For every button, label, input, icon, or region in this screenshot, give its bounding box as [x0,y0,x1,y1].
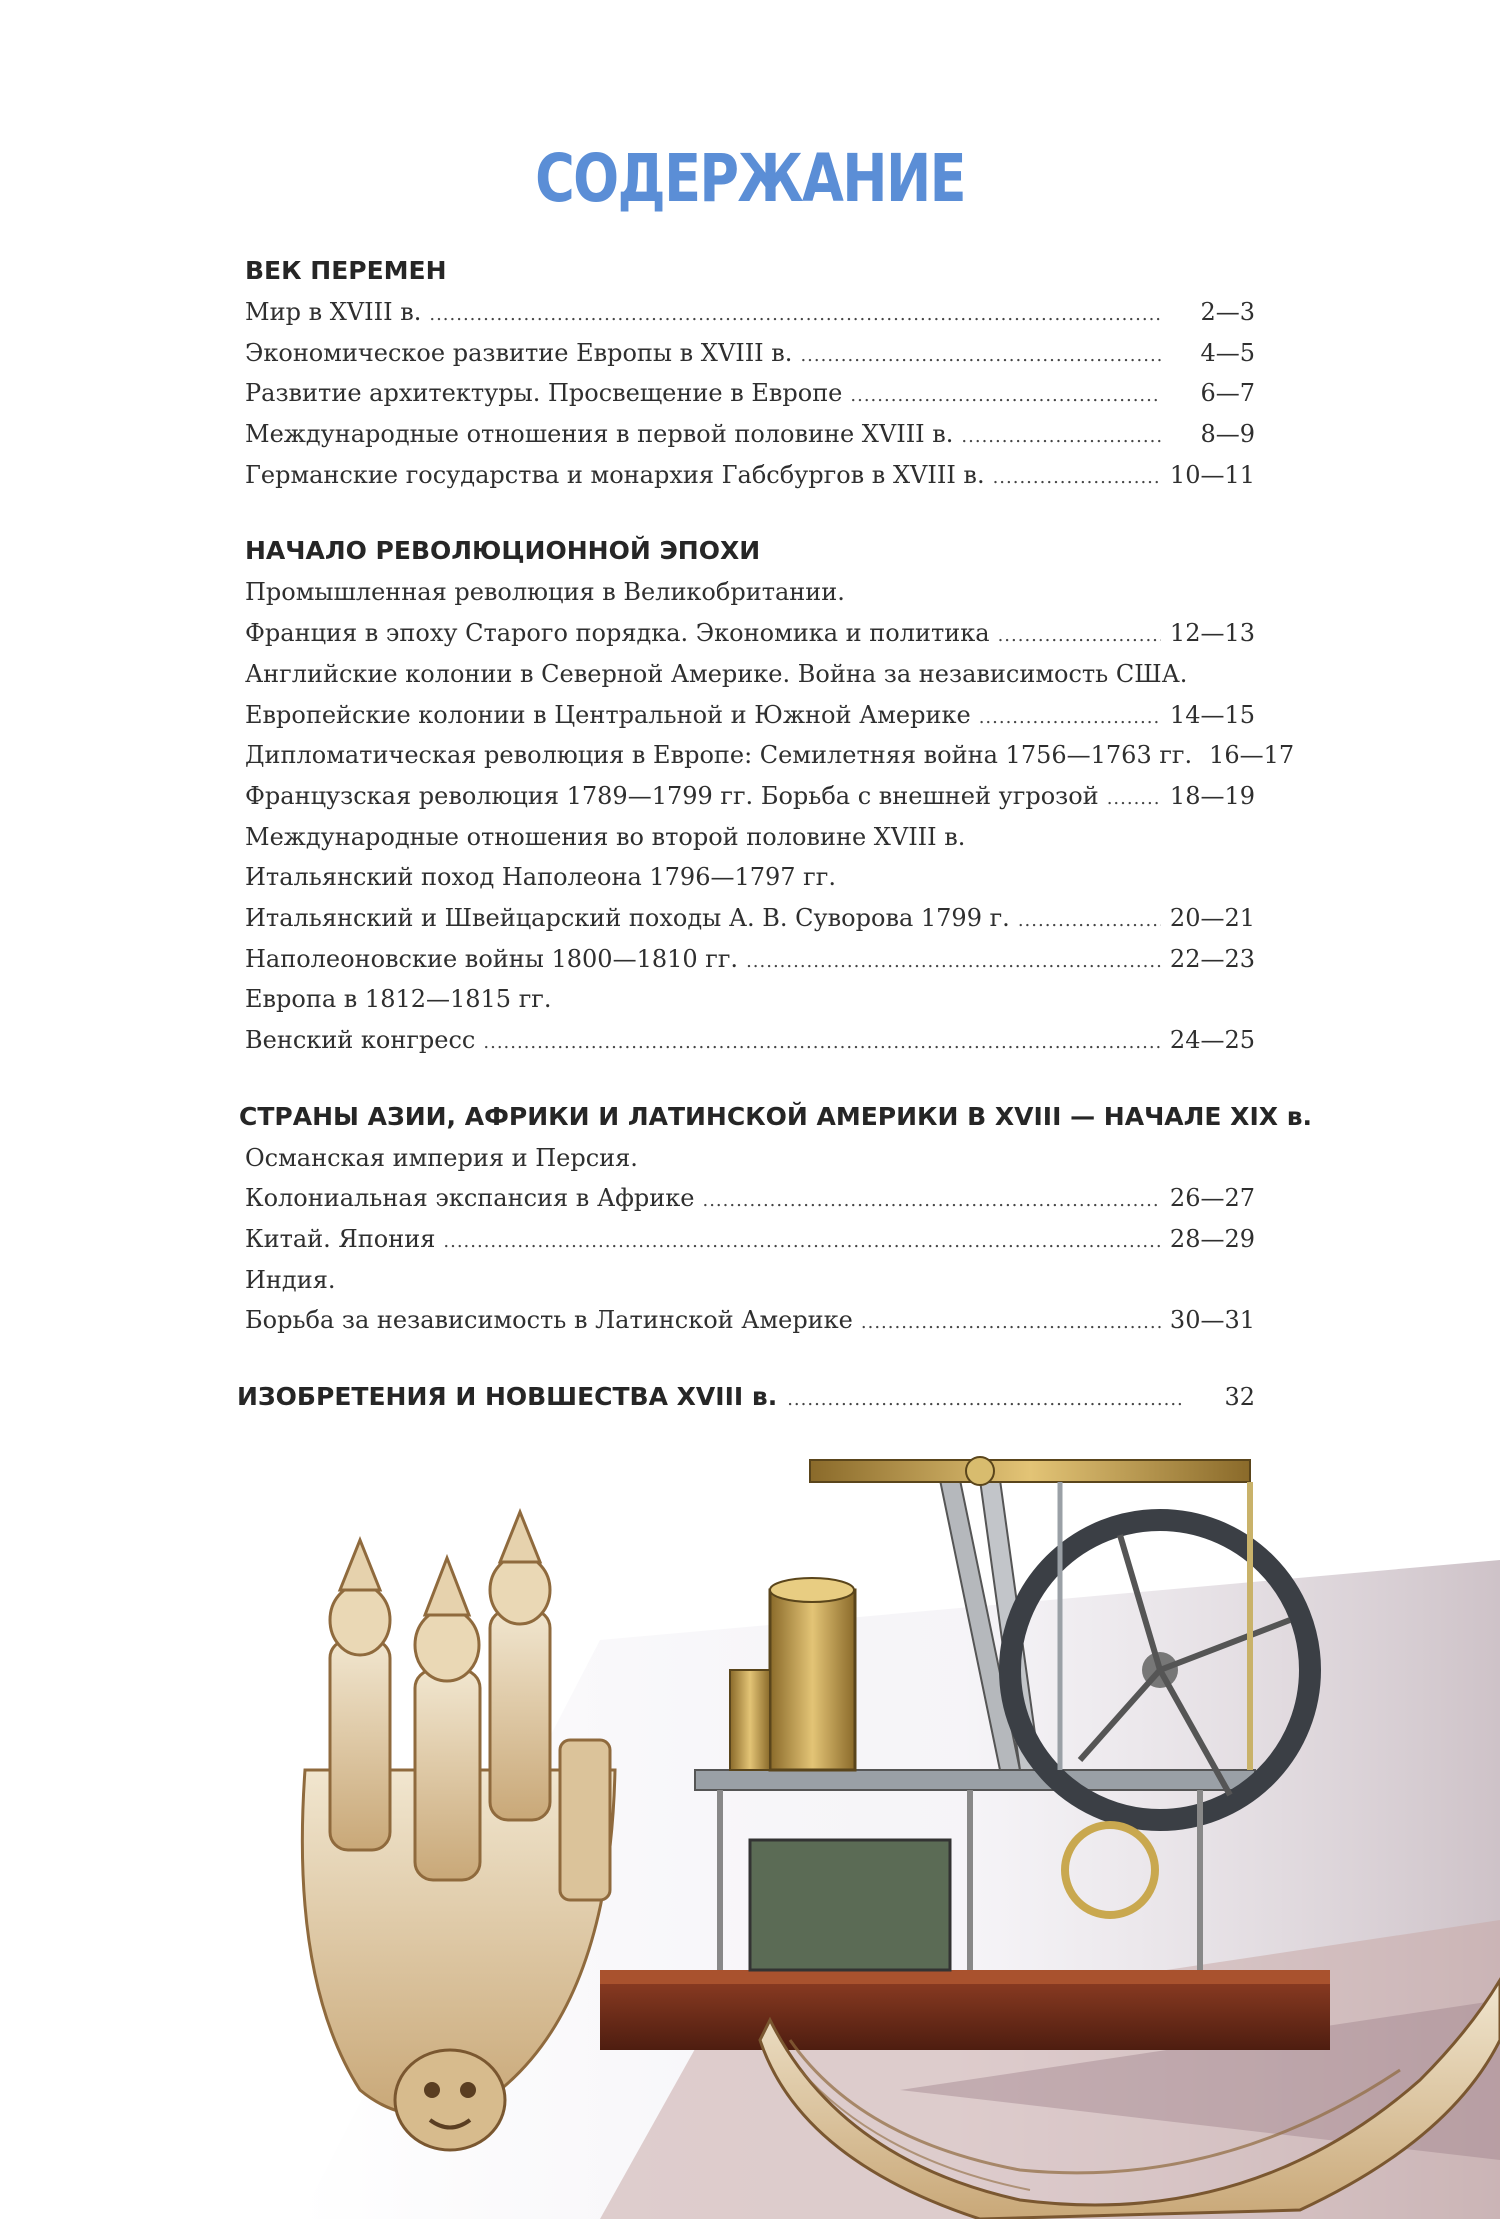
entry-pages: 22—23 [1169,944,1255,973]
entry-pages: 12—13 [1169,619,1255,648]
toc-entry[interactable] [245,1219,1255,1260]
leader-dots [961,417,1161,458]
entry-pages: 8—9 [1200,420,1255,449]
entry-pages: 20—21 [1169,903,1255,932]
leader-dots [998,616,1161,657]
toc-entry[interactable] [245,572,1255,613]
entry-pages: 6—7 [1200,379,1255,408]
entry-title: Французская революция 1789—1799 гг. Борьба с внешней угрозой [245,781,1099,810]
entry-title: Промышленная революция в Великобритании. [245,578,845,607]
entry-title: Итальянский поход Наполеона 1796—1797 гг. [245,863,836,892]
entry-title: Борьба за независимость в Латинской Америке [245,1306,853,1335]
section-heading: ИЗОБРЕТЕНИЯ И НОВШЕСТВА XVIII в. [237,1382,778,1412]
leader-dots [1107,779,1161,820]
toc-entry[interactable] [245,1300,1255,1341]
entry-title: Международные отношения во второй половине XVIII в. [245,822,966,851]
toc-section [239,1096,1313,1341]
entry-title: Дипломатическая революция в Европе: Семилетняя война 1756—1763 гг. [245,741,1193,770]
leader-dots [443,1222,1161,1263]
leader-dots [1018,901,1161,942]
toc-entry[interactable] [245,414,1255,455]
illustration-artifacts [0,1440,1500,2219]
leader-dots [979,698,1161,739]
section-heading: НАЧАЛО РЕВОЛЮЦИОННОЙ ЭПОХИ [245,536,761,566]
section-heading: СТРАНЫ АЗИИ, АФРИКИ И ЛАТИНСКОЙ АМЕРИКИ В XVIII — НАЧАЛЕ XIX в. [239,1101,1313,1131]
section-heading: ВЕК ПЕРЕМЕН [245,256,447,285]
entry-pages: 4—5 [1200,338,1255,367]
leader-dots [746,942,1161,983]
toc-entry[interactable] [245,1138,1255,1179]
table-of-contents [237,250,1313,1418]
entry-title: Германские государства и монархия Габсбургов в XVIII в. [245,460,985,489]
entry-pages: 32 [1224,1383,1255,1412]
leader-dots [861,1303,1161,1344]
entry-pages: 26—27 [1169,1184,1255,1213]
entry-title: Развитие архитектуры. Просвещение в Европе [245,379,843,408]
entry-title: Европейские колонии в Центральной и Южной Америке [245,700,971,729]
entry-title: Европа в 1812—1815 гг. [245,985,552,1014]
leader-dots [429,295,1161,336]
toc-entry[interactable] [245,1178,1255,1219]
entry-pages: 2—3 [1200,298,1255,326]
entry-pages: 10—11 [1169,460,1255,489]
entry-title: Английские колонии в Северной Америке. Война за независимость США. [245,659,1188,688]
toc-entry[interactable] [245,613,1255,654]
toc-entry[interactable] [245,654,1255,695]
leader-dots [702,1181,1161,1222]
leader-dots [787,1379,1185,1421]
entry-title: Международные отношения в первой половине XVIII в. [245,420,954,449]
toc-entry[interactable] [245,817,1255,858]
entry-title: Колониальная экспансия в Африке [245,1184,695,1213]
toc-entry[interactable] [245,898,1255,939]
toc-entry[interactable] [245,776,1255,817]
leader-dots [483,1023,1161,1064]
toc-entry[interactable] [245,373,1255,414]
entry-title: Венский конгресс [245,1026,476,1054]
entry-title: Франция в эпоху Старого порядка. Экономика и политика [245,619,990,648]
entry-pages: 18—19 [1169,781,1255,810]
entry-pages: 14—15 [1169,700,1255,729]
toc-entry[interactable] [245,292,1255,333]
toc-entry[interactable] [245,939,1255,980]
toc-section [245,250,1255,495]
toc-entry[interactable] [245,333,1255,374]
entry-pages: 30—31 [1169,1306,1255,1335]
toc-entry[interactable] [245,455,1255,496]
leader-dots [993,458,1161,499]
page-title: СОДЕРЖАНИЕ [535,140,965,217]
toc-entry[interactable] [245,735,1295,776]
toc-entry[interactable] [245,1260,1255,1301]
toc-entry[interactable] [245,1020,1255,1061]
entry-title: Османская империя и Персия. [245,1143,638,1172]
entry-title: Наполеоновские войны 1800—1810 гг. [245,944,739,973]
entry-pages: 24—25 [1169,1026,1255,1054]
toc-entry[interactable] [245,979,1255,1020]
toc-section [245,530,1295,1060]
entry-pages: 28—29 [1169,1225,1255,1254]
toc-entry[interactable] [245,857,1255,898]
entry-title: Китай. Япония [245,1225,436,1254]
entry-title: Мир в XVIII в. [245,298,422,326]
leader-dots [800,336,1161,377]
entry-title: Экономическое развитие Европы в XVIII в. [245,338,793,367]
entry-title: Итальянский и Швейцарский походы А. В. Суворова 1799 г. [245,903,1010,932]
leader-dots [850,376,1161,417]
entry-title: Индия. [245,1265,336,1294]
toc-entry[interactable] [245,695,1255,736]
toc-entry-inventions[interactable] [237,1376,1255,1418]
entry-pages: 16—17 [1209,741,1295,770]
